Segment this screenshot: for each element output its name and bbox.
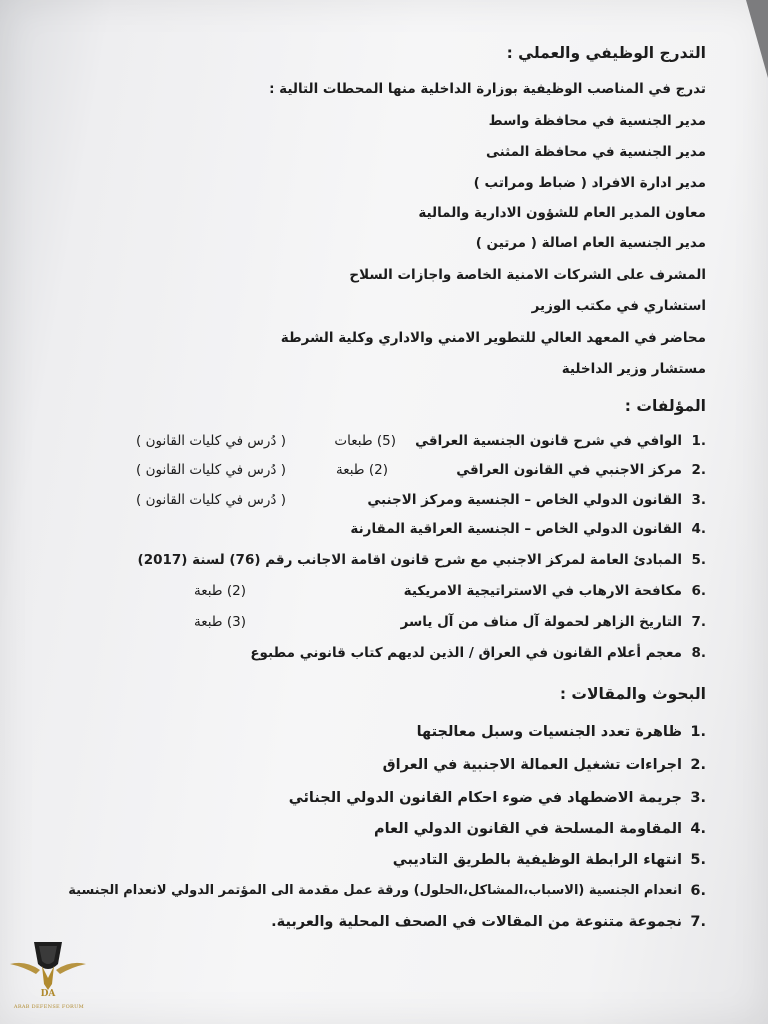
research-item xyxy=(40,788,706,808)
research-title: نجموعة متنوعة من المقالات في الصحف المحلية والعربية. xyxy=(271,914,682,930)
publication-item xyxy=(40,581,706,601)
research-number: 6. xyxy=(690,883,706,899)
career-position: مستشار وزير الداخلية xyxy=(561,361,706,377)
publications-heading: المؤلفات : xyxy=(624,397,706,415)
career-position: معاون المدير العام للشؤون الادارية والمالية xyxy=(418,205,706,221)
research-item xyxy=(40,912,706,932)
research-number: 1. xyxy=(690,724,706,740)
career-position: مدير الجنسية في محافظة المثنى xyxy=(485,144,706,160)
publication-item xyxy=(40,460,706,480)
career-position: مدير ادارة الافراد ( ضباط ومراتب ) xyxy=(473,175,706,191)
research-item xyxy=(40,755,706,775)
research-title: المقاومة المسلحة في القانون الدولي العام xyxy=(373,821,682,837)
publication-title: المبادئ العامة لمركز الاجنبي مع شرح قانون اقامة الاجانب رقم (76) لسنة (2017) xyxy=(137,552,682,568)
research-number: 5. xyxy=(690,852,706,868)
publication-number: 1. xyxy=(691,433,706,449)
career-position: استشاري في مكتب الوزير xyxy=(531,298,706,314)
publication-title: مكافحة الارهاب في الاستراتيجية الامريكية xyxy=(403,583,682,599)
research-title: اجراءات تشغيل العمالة الاجنبية في العراق xyxy=(382,757,682,773)
publication-note: ( دُرس في كليات القانون ) xyxy=(136,462,286,478)
research-title: ظاهرة تعدد الجنسيات وسبل معالجتها xyxy=(416,724,682,740)
publication-item xyxy=(40,643,706,663)
publication-item xyxy=(40,612,706,632)
career-position: مدير الجنسية العام اصالة ( مرتين ) xyxy=(475,235,706,251)
publication-edition: (2) طبعة xyxy=(335,462,388,478)
publication-item xyxy=(40,431,706,451)
research-title: انتهاء الرابطة الوظيفية بالطريق التاديبي xyxy=(392,852,682,868)
publication-title: القانون الدولي الخاص – الجنسية ومركز الاجنبي xyxy=(367,492,682,508)
publication-title: الوافي في شرح قانون الجنسية العراقي xyxy=(415,433,682,449)
career-intro: تدرج في المناصب الوظيفية بوزارة الداخلية منها المحطات التالية : xyxy=(269,81,706,97)
publication-item xyxy=(40,519,706,539)
publication-number: 6. xyxy=(691,583,706,599)
research-number: 2. xyxy=(690,757,706,773)
publication-edition: (3) طبعة xyxy=(193,614,246,630)
research-item xyxy=(40,819,706,839)
research-item xyxy=(40,850,706,870)
research-number: 3. xyxy=(690,790,706,806)
research-heading: البحوث والمقالات : xyxy=(559,685,706,703)
research-item xyxy=(40,722,706,742)
research-number: 4. xyxy=(690,821,706,837)
research-title: انعدام الجنسية (الاسباب،المشاكل،الحلول) ورقة عمل مقدمة الى المؤتمر الدولي لانعدام الجنسية xyxy=(68,883,682,898)
publication-note: ( دُرس في كليات القانون ) xyxy=(136,492,286,508)
publication-item xyxy=(40,490,706,510)
career-position: مدير الجنسية في محافظة واسط xyxy=(488,113,706,129)
publication-number: 8. xyxy=(691,645,706,661)
publication-item xyxy=(40,550,706,570)
publication-title: التاريخ الزاهر لحمولة آل مناف من آل ياسر xyxy=(400,614,682,630)
career-heading: التدرج الوظيفي والعملي : xyxy=(506,44,706,62)
svg-text:DA: DA xyxy=(40,989,56,999)
publication-title: القانون الدولي الخاص – الجنسية العراقية المقارنة xyxy=(350,521,682,537)
publication-number: 2. xyxy=(691,462,706,478)
publication-edition: (5) طبعات xyxy=(334,433,396,449)
publication-number: 7. xyxy=(691,614,706,630)
arab-defense-forum-logo-icon xyxy=(6,934,90,1004)
publication-number: 3. xyxy=(691,492,706,508)
career-position: المشرف على الشركات الامنية الخاصة واجازات السلاح xyxy=(349,267,706,283)
research-item xyxy=(40,881,706,901)
page-corner-shadow xyxy=(746,0,768,78)
publication-number: 5. xyxy=(691,552,706,568)
research-title: جريمة الاضطهاد في ضوء احكام القانون الدولي الجنائي xyxy=(288,790,682,806)
publication-edition: (2) طبعة xyxy=(193,583,246,599)
publication-note: ( دُرس في كليات القانون ) xyxy=(136,433,286,449)
logo-caption: ARAB DEFENSE FORUM xyxy=(13,1004,85,1010)
publication-title: مركز الاجنبي في القانون العراقي xyxy=(456,462,682,478)
publication-title: معجم أعلام القانون في العراق / الذين لديهم كتاب قانوني مطبوع xyxy=(250,645,682,661)
career-position: محاضر في المعهد العالي للتطوير الامني والاداري وكلية الشرطة xyxy=(280,330,706,346)
publication-number: 4. xyxy=(691,521,706,537)
research-number: 7. xyxy=(690,914,706,930)
